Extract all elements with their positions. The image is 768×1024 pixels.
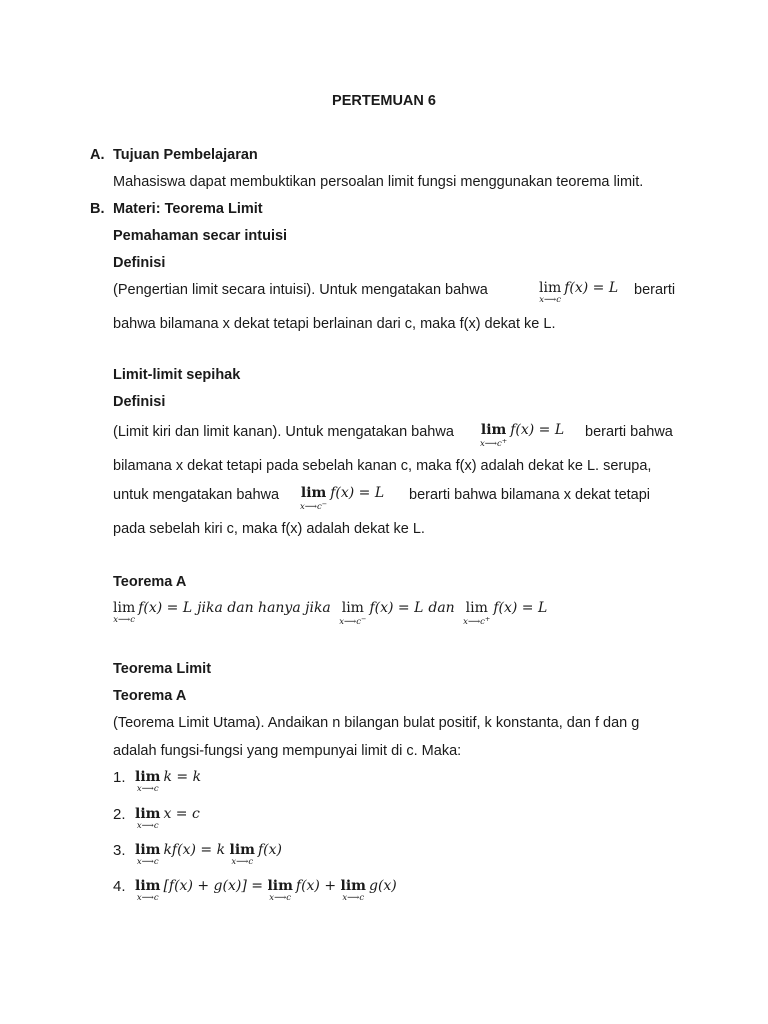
section-a-heading: Tujuan Pembelajaran bbox=[113, 147, 258, 163]
lim-operator: lim x⟶c bbox=[135, 842, 161, 867]
page-title: PERTEMUAN 6 bbox=[332, 93, 436, 109]
section-b-heading: Materi: Teorema Limit bbox=[113, 201, 263, 217]
lim-right-operator: lim x⟶c+ bbox=[463, 600, 491, 627]
list-item-2-number: 2. bbox=[113, 806, 126, 823]
lim-operator: lim x⟶c bbox=[539, 280, 562, 305]
lim-operator: lim x⟶c bbox=[340, 878, 366, 903]
lim-left-operator: lim x⟶c− bbox=[300, 485, 328, 512]
def1-line1-end: berarti bbox=[634, 282, 676, 298]
section-a-letter: A. bbox=[90, 147, 105, 163]
list-item-1-number: 1. bbox=[113, 769, 126, 786]
formula-body: f(x) = L bbox=[330, 485, 385, 501]
section-a-text: Mahasiswa dapat membuktikan persoalan limit fungsi menggunakan teorema limit. bbox=[113, 174, 644, 190]
lim-operator: lim x⟶c bbox=[229, 842, 255, 867]
section-b-letter: B. bbox=[90, 201, 105, 217]
def2-line3-text: untuk mengatakan bahwa bbox=[113, 487, 280, 503]
list-item-3-number: 3. bbox=[113, 842, 126, 859]
lim-right-operator: lim x⟶c+ bbox=[480, 422, 508, 449]
list-item-4-number: 4. bbox=[113, 878, 126, 895]
theorem-line1: (Teorema Limit Utama). Andaikan n bilangan bulat positif, k konstanta, dan f dan g bbox=[113, 715, 640, 731]
lim-operator: lim x⟶c bbox=[135, 878, 161, 903]
def1-line2: bahwa bilamana x dekat tetapi berlainan dari c, maka f(x) dekat ke L. bbox=[113, 316, 556, 332]
def1-formula bbox=[539, 281, 618, 305]
def2-line1-text: (Limit kiri dan limit kanan). Untuk mengatakan bahwa bbox=[113, 424, 454, 440]
limit-sepihak-heading: Limit-limit sepihak bbox=[113, 367, 241, 383]
list-item-1-formula: lim x⟶c k = k bbox=[135, 769, 202, 794]
list-item-2-formula: lim x⟶c x = c bbox=[135, 806, 200, 831]
def2-line4: pada sebelah kiri c, maka f(x) adalah dekat ke L. bbox=[113, 521, 425, 537]
def2-formula-right bbox=[480, 423, 564, 449]
dan-text: dan bbox=[428, 600, 455, 616]
lim-operator: lim x⟶c bbox=[267, 878, 293, 903]
def2-line1-end: berarti bahwa bbox=[585, 424, 673, 440]
def1-line1-text: (Pengertian limit secara intuisi). Untuk mengatakan bahwa bbox=[113, 282, 488, 298]
list-item-3-formula: lim x⟶c kf(x) = k lim x⟶c f(x) bbox=[135, 842, 282, 867]
lim-left-operator: lim x⟶c− bbox=[339, 600, 367, 627]
list-item-4-formula: lim x⟶c [f(x) + g(x)] = lim x⟶c f(x) + lim x⟶c g(x) bbox=[135, 878, 397, 903]
definisi-2-label: Definisi bbox=[113, 394, 166, 410]
teorema-a-2-heading: Teorema A bbox=[113, 688, 187, 704]
lim-operator: lim x⟶c bbox=[135, 806, 161, 831]
teorema-a-1-heading: Teorema A bbox=[113, 574, 187, 590]
lim-operator: lim x⟶c bbox=[113, 600, 136, 625]
def2-line2: bilamana x dekat tetapi pada sebelah kanan c, maka f(x) adalah dekat ke L. serupa, bbox=[113, 458, 652, 474]
formula-body: f(x) = L bbox=[510, 422, 565, 438]
formula-body: f(x) = L bbox=[564, 280, 619, 296]
subheading-intuisi: Pemahaman secar intuisi bbox=[113, 228, 288, 244]
teorema-limit-heading: Teorema Limit bbox=[113, 661, 212, 677]
def2-formula-left bbox=[300, 486, 384, 512]
def2-line3-end: berarti bahwa bilamana x dekat tetapi bbox=[409, 487, 651, 503]
lim-operator: lim x⟶c bbox=[135, 769, 161, 794]
theorem-a-formula: lim x⟶c f(x) = L jika dan hanya jika lim x⟶c− f(x) = L dan lim x⟶c+ f(x) = L bbox=[113, 600, 548, 627]
definisi-1-label: Definisi bbox=[113, 255, 166, 271]
iff-text: jika dan hanya jika bbox=[197, 600, 331, 616]
theorem-line2: adalah fungsi-fungsi yang mempunyai limit di c. Maka: bbox=[113, 743, 462, 759]
